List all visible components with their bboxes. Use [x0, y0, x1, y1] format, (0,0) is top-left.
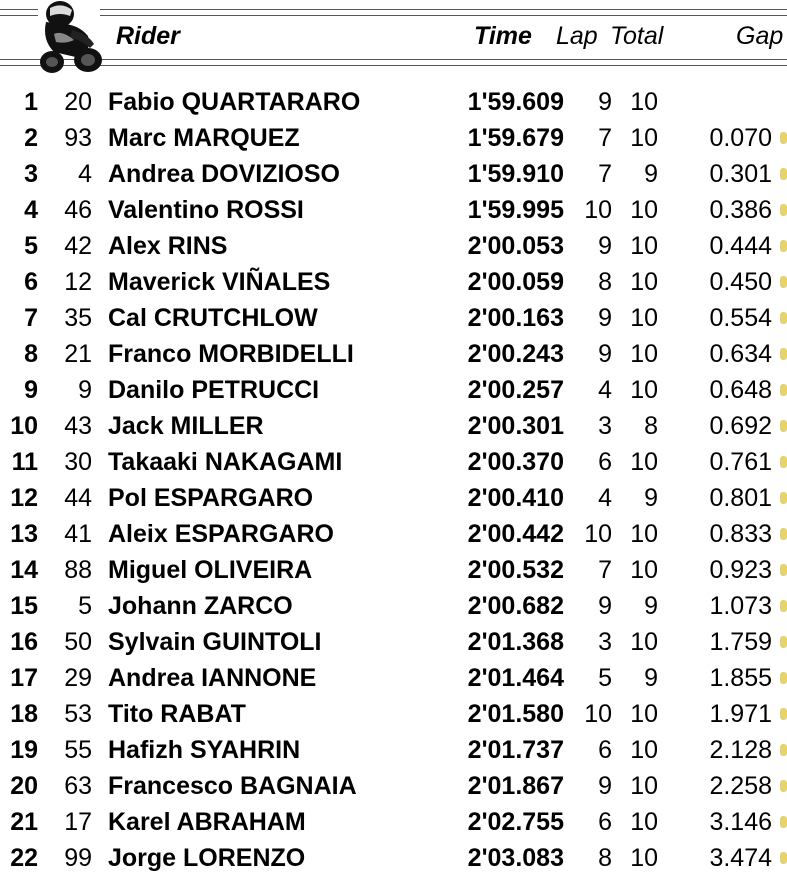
rider-number-cell: 41 — [64, 520, 92, 548]
position-cell: 3 — [24, 160, 38, 188]
lap-time-cell: 2'03.083 — [467, 844, 564, 872]
lap-cell: 4 — [598, 484, 612, 512]
rider-number-cell: 42 — [64, 232, 92, 260]
total-laps-cell: 10 — [630, 736, 658, 764]
lap-cell: 6 — [598, 808, 612, 836]
lap-cell: 3 — [598, 628, 612, 656]
lap-cell: 4 — [598, 376, 612, 404]
table-row — [0, 660, 787, 696]
rider-name-cell: Fabio QUARTARARO — [108, 88, 361, 116]
total-laps-cell: 10 — [630, 808, 658, 836]
total-laps-cell: 9 — [644, 484, 658, 512]
edge-marker — [780, 528, 787, 540]
lap-cell: 10 — [584, 520, 612, 548]
total-laps-cell: 10 — [630, 196, 658, 224]
edge-marker — [780, 384, 787, 396]
lap-cell: 7 — [598, 160, 612, 188]
header-rule — [0, 65, 787, 66]
lap-time-cell: 2'01.368 — [467, 628, 564, 656]
edge-marker — [780, 348, 787, 360]
gap-cell: 0.554 — [709, 304, 772, 332]
position-cell: 19 — [10, 736, 38, 764]
edge-marker — [780, 240, 787, 252]
total-laps-cell: 10 — [630, 448, 658, 476]
table-row — [0, 624, 787, 660]
total-laps-cell: 10 — [630, 556, 658, 584]
rider-number-cell: 12 — [64, 268, 92, 296]
edge-marker — [780, 456, 787, 468]
position-cell: 15 — [10, 592, 38, 620]
table-row — [0, 444, 787, 480]
lap-time-cell: 1'59.995 — [467, 196, 564, 224]
table-row — [0, 156, 787, 192]
gap-cell: 0.801 — [709, 484, 772, 512]
rider-name-cell: Pol ESPARGARO — [108, 484, 314, 512]
lap-time-cell: 2'00.410 — [467, 484, 564, 512]
gap-cell: 0.692 — [709, 412, 772, 440]
table-row — [0, 84, 787, 120]
lap-time-cell: 2'00.243 — [467, 340, 564, 368]
total-laps-cell: 9 — [644, 664, 658, 692]
table-row — [0, 696, 787, 732]
gap-cell: 0.833 — [709, 520, 772, 548]
header-rule — [100, 15, 787, 16]
gap-cell: 1.759 — [709, 628, 772, 656]
position-cell: 22 — [10, 844, 38, 872]
rider-number-cell: 50 — [64, 628, 92, 656]
lap-time-cell: 2'00.059 — [467, 268, 564, 296]
lap-time-cell: 2'02.755 — [467, 808, 564, 836]
lap-cell: 6 — [598, 736, 612, 764]
lap-time-cell: 2'01.464 — [467, 664, 564, 692]
lap-time-cell: 2'00.053 — [467, 232, 564, 260]
position-cell: 18 — [10, 700, 38, 728]
edge-marker — [780, 276, 787, 288]
column-header-time: Time — [474, 22, 532, 50]
rider-number-cell: 35 — [64, 304, 92, 332]
gap-cell: 0.761 — [709, 448, 772, 476]
lap-cell: 9 — [598, 232, 612, 260]
table-row — [0, 300, 787, 336]
edge-marker — [780, 204, 787, 216]
rider-number-cell: 17 — [64, 808, 92, 836]
gap-cell: 0.634 — [709, 340, 772, 368]
table-row — [0, 552, 787, 588]
rider-name-cell: Maverick VIÑALES — [108, 268, 331, 296]
lap-cell: 9 — [598, 88, 612, 116]
rider-name-cell: Andrea DOVIZIOSO — [108, 160, 340, 188]
table-header — [0, 0, 787, 76]
total-laps-cell: 10 — [630, 340, 658, 368]
rider-number-cell: 93 — [64, 124, 92, 152]
table-row — [0, 732, 787, 768]
table-row — [0, 228, 787, 264]
lap-cell: 8 — [598, 268, 612, 296]
rider-number-cell: 9 — [78, 376, 92, 404]
gap-cell: 0.648 — [709, 376, 772, 404]
gap-cell: 0.386 — [709, 196, 772, 224]
lap-time-cell: 2'01.867 — [467, 772, 564, 800]
rider-name-cell: Aleix ESPARGARO — [108, 520, 334, 548]
lap-time-cell: 2'01.580 — [467, 700, 564, 728]
lap-time-cell: 2'00.682 — [467, 592, 564, 620]
gap-cell: 1.971 — [709, 700, 772, 728]
rider-name-cell: Franco MORBIDELLI — [108, 340, 354, 368]
column-header-gap: Gap — [736, 22, 784, 50]
column-header-rider: Rider — [116, 22, 180, 50]
lap-time-cell: 2'00.442 — [467, 520, 564, 548]
rider-name-cell: Valentino ROSSI — [108, 196, 304, 224]
rider-number-cell: 21 — [64, 340, 92, 368]
results-table — [0, 84, 787, 876]
total-laps-cell: 9 — [644, 160, 658, 188]
column-header-total: Total — [610, 22, 664, 50]
edge-marker — [780, 672, 787, 684]
position-cell: 20 — [10, 772, 38, 800]
position-cell: 6 — [24, 268, 38, 296]
gap-cell: 3.146 — [709, 808, 772, 836]
total-laps-cell: 10 — [630, 88, 658, 116]
table-row — [0, 264, 787, 300]
gap-cell: 0.070 — [709, 124, 772, 152]
table-row — [0, 840, 787, 876]
lap-time-cell: 2'00.257 — [467, 376, 564, 404]
edge-marker — [780, 744, 787, 756]
rider-name-cell: Jack MILLER — [108, 412, 264, 440]
rider-number-cell: 46 — [64, 196, 92, 224]
motorcycle-rider-icon — [32, 0, 106, 76]
rider-number-cell: 53 — [64, 700, 92, 728]
edge-marker — [780, 564, 787, 576]
position-cell: 13 — [10, 520, 38, 548]
gap-cell: 3.474 — [709, 844, 772, 872]
edge-marker — [780, 492, 787, 504]
table-row — [0, 120, 787, 156]
gap-cell: 0.923 — [709, 556, 772, 584]
position-cell: 11 — [11, 448, 38, 476]
total-laps-cell: 10 — [630, 844, 658, 872]
table-row — [0, 480, 787, 516]
lap-cell: 7 — [598, 556, 612, 584]
rider-number-cell: 20 — [64, 88, 92, 116]
position-cell: 9 — [24, 376, 38, 404]
gap-cell: 1.073 — [709, 592, 772, 620]
rider-number-cell: 55 — [64, 736, 92, 764]
gap-cell: 1.855 — [709, 664, 772, 692]
position-cell: 10 — [10, 412, 38, 440]
rider-name-cell: Takaaki NAKAGAMI — [108, 448, 343, 476]
position-cell: 1 — [24, 88, 38, 116]
lap-time-cell: 2'01.737 — [467, 736, 564, 764]
position-cell: 12 — [10, 484, 38, 512]
total-laps-cell: 10 — [630, 232, 658, 260]
total-laps-cell: 10 — [630, 520, 658, 548]
position-cell: 5 — [24, 232, 38, 260]
total-laps-cell: 10 — [630, 772, 658, 800]
total-laps-cell: 10 — [630, 628, 658, 656]
gap-cell: 0.444 — [709, 232, 772, 260]
rider-name-cell: Tito RABAT — [108, 700, 246, 728]
position-cell: 4 — [24, 196, 38, 224]
rider-name-cell: Cal CRUTCHLOW — [108, 304, 318, 332]
header-rule — [0, 59, 787, 60]
rider-number-cell: 29 — [64, 664, 92, 692]
table-row — [0, 804, 787, 840]
lap-cell: 9 — [598, 772, 612, 800]
rider-number-cell: 88 — [64, 556, 92, 584]
lap-time-cell: 2'00.532 — [467, 556, 564, 584]
rider-name-cell: Johann ZARCO — [108, 592, 293, 620]
gap-cell: 2.258 — [709, 772, 772, 800]
total-laps-cell: 10 — [630, 376, 658, 404]
lap-cell: 9 — [598, 304, 612, 332]
rider-name-cell: Danilo PETRUCCI — [108, 376, 320, 404]
rider-number-cell: 30 — [64, 448, 92, 476]
gap-cell: 0.450 — [709, 268, 772, 296]
rider-name-cell: Marc MARQUEZ — [108, 124, 300, 152]
table-row — [0, 408, 787, 444]
rider-name-cell: Andrea IANNONE — [108, 664, 317, 692]
lap-time-cell: 2'00.370 — [467, 448, 564, 476]
table-row — [0, 588, 787, 624]
position-cell: 14 — [10, 556, 38, 584]
position-cell: 7 — [24, 304, 38, 332]
lap-cell: 5 — [598, 664, 612, 692]
lap-cell: 7 — [598, 124, 612, 152]
lap-time-cell: 1'59.609 — [467, 88, 564, 116]
edge-marker — [780, 420, 787, 432]
lap-cell: 3 — [598, 412, 612, 440]
rider-number-cell: 43 — [64, 412, 92, 440]
total-laps-cell: 10 — [630, 304, 658, 332]
position-cell: 8 — [24, 340, 38, 368]
lap-cell: 9 — [598, 592, 612, 620]
rider-number-cell: 44 — [64, 484, 92, 512]
total-laps-cell: 10 — [630, 700, 658, 728]
rider-name-cell: Miguel OLIVEIRA — [108, 556, 313, 584]
lap-time-cell: 1'59.910 — [467, 160, 564, 188]
rider-number-cell: 99 — [64, 844, 92, 872]
lap-time-cell: 1'59.679 — [467, 124, 564, 152]
edge-marker — [780, 168, 787, 180]
rider-name-cell: Sylvain GUINTOLI — [108, 628, 322, 656]
header-rule — [100, 9, 787, 10]
column-header-lap: Lap — [556, 22, 598, 50]
rider-number-cell: 63 — [64, 772, 92, 800]
edge-marker — [780, 312, 787, 324]
lap-cell: 10 — [584, 196, 612, 224]
position-cell: 17 — [10, 664, 38, 692]
edge-marker — [780, 708, 787, 720]
lap-cell: 10 — [584, 700, 612, 728]
edge-marker — [780, 132, 787, 144]
gap-cell: 0.301 — [709, 160, 772, 188]
rider-name-cell: Karel ABRAHAM — [108, 808, 306, 836]
rider-name-cell: Alex RINS — [108, 232, 228, 260]
rider-name-cell: Hafizh SYAHRIN — [108, 736, 301, 764]
table-row — [0, 336, 787, 372]
total-laps-cell: 8 — [644, 412, 658, 440]
edge-marker — [780, 780, 787, 792]
lap-cell: 8 — [598, 844, 612, 872]
edge-marker — [780, 816, 787, 828]
table-row — [0, 192, 787, 228]
lap-cell: 6 — [598, 448, 612, 476]
lap-time-cell: 2'00.163 — [467, 304, 564, 332]
rider-name-cell: Francesco BAGNAIA — [108, 772, 357, 800]
total-laps-cell: 10 — [630, 124, 658, 152]
rider-number-cell: 4 — [78, 160, 92, 188]
position-cell: 2 — [24, 124, 38, 152]
lap-cell: 9 — [598, 340, 612, 368]
table-row — [0, 516, 787, 552]
total-laps-cell: 9 — [644, 592, 658, 620]
gap-cell: 2.128 — [709, 736, 772, 764]
position-cell: 21 — [10, 808, 38, 836]
edge-marker — [780, 636, 787, 648]
table-row — [0, 372, 787, 408]
edge-marker — [780, 852, 787, 864]
table-row — [0, 768, 787, 804]
rider-name-cell: Jorge LORENZO — [108, 844, 306, 872]
lap-time-cell: 2'00.301 — [467, 412, 564, 440]
position-cell: 16 — [10, 628, 38, 656]
total-laps-cell: 10 — [630, 268, 658, 296]
edge-marker — [780, 600, 787, 612]
rider-number-cell: 5 — [78, 592, 92, 620]
